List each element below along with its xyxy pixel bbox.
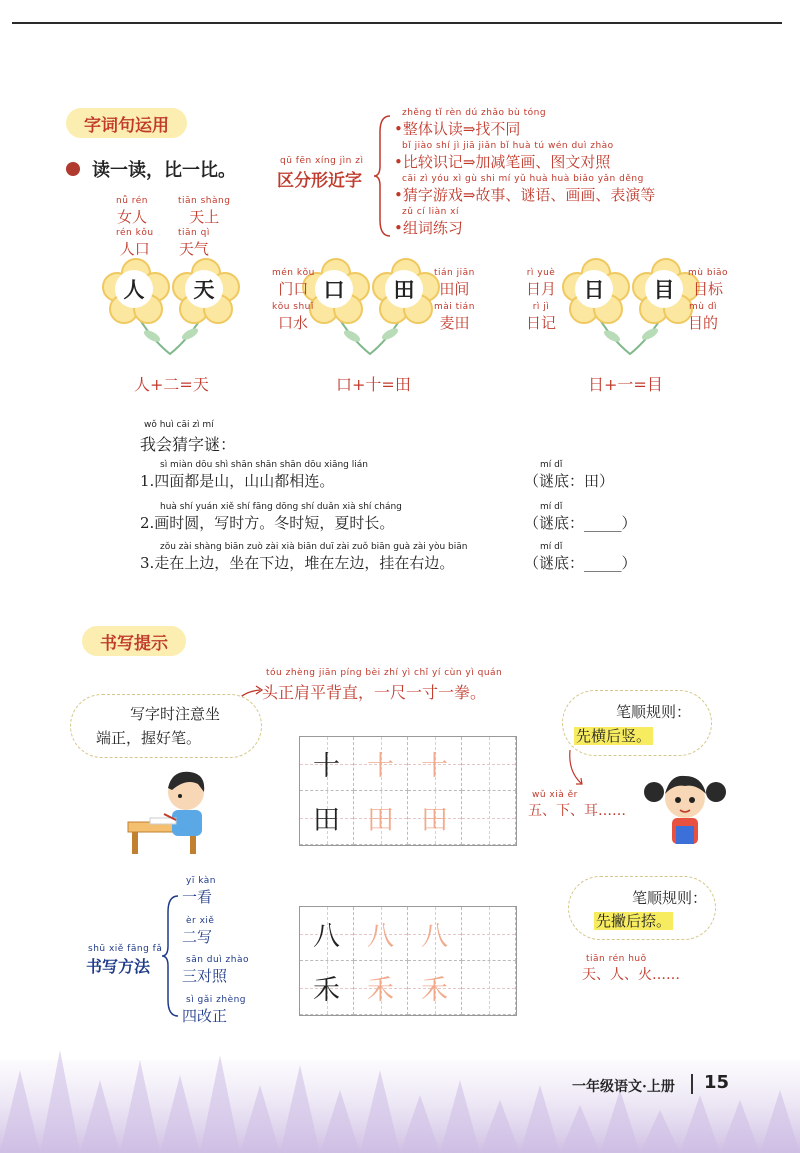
stroke-rule-label: 笔顺规则： xyxy=(616,703,692,721)
stroke-example-pinyin: tiān rén huǒ xyxy=(586,954,647,964)
stroke-rule: 先横后竖。 xyxy=(576,727,652,745)
word-pair: tiān qì 天气 xyxy=(178,228,210,258)
flower-char: 天 xyxy=(185,270,223,308)
formula: 人+二=天 xyxy=(134,375,209,394)
word-pair: kǒu shuǐ 口水 xyxy=(272,302,314,332)
flower-char: 人 xyxy=(115,270,153,308)
riddle-item: huà shí yuán xiě shí fāng dōng shí duǎn xià shí cháng 2.画时圆，写时方。冬时短，夏时长。 xyxy=(140,502,402,532)
formula: 日+一=目 xyxy=(588,375,663,394)
posture-bubble-line: 端正，握好笔。 xyxy=(96,729,202,747)
riddle-item: zǒu zài shàng biān zuò zài xià biān duī zài zuǒ biān guà zài yòu biān 3.走在上边，坐在下边，堆在左边，挂在右边。 xyxy=(140,542,468,572)
word-pair: mù biāo 目标 xyxy=(688,268,729,298)
writing-grid-ba-he xyxy=(299,906,517,1016)
grid-cell-trace[interactable]: 十 xyxy=(408,737,462,791)
writing-method-step: èr xiě 二写 xyxy=(182,916,215,946)
grid-cell-empty[interactable] xyxy=(462,907,516,961)
flower-group-ri-mu xyxy=(560,258,700,358)
posture-bubble-line: 写字时注意坐 xyxy=(130,705,221,723)
lavender-grass-decoration xyxy=(0,1030,800,1153)
flower-char: 日 xyxy=(575,270,613,308)
grid-cell: 十 xyxy=(300,737,354,791)
grid-cell-trace[interactable]: 田 xyxy=(354,791,408,845)
flower-char: 田 xyxy=(385,270,423,308)
method-list xyxy=(394,108,655,240)
grid-cell: 田 xyxy=(300,791,354,845)
flower-char: 目 xyxy=(645,270,683,308)
arrow-icon xyxy=(566,748,590,788)
stroke-rule-label: 笔顺规则： xyxy=(632,889,708,907)
word-pair: tián jiān 田间 xyxy=(434,268,475,298)
writing-method-step: sān duì zhào 三对照 xyxy=(182,955,249,985)
method-title: 区分形近字 xyxy=(277,171,362,191)
method-item: bǐ jiào shí jì jiā jiǎn bǐ huà tú wén duì zhào •比较识记⇒加减笔画、图文对照 xyxy=(394,141,614,171)
word-pair: mài tián 麦田 xyxy=(434,302,475,332)
word-pair: mù dì 目的 xyxy=(688,302,719,332)
formula: 口+十=田 xyxy=(336,375,411,394)
riddle-title: 我会猜字谜： xyxy=(140,435,237,454)
boy-writing-illustration xyxy=(120,764,220,856)
riddle-answer-blank[interactable]: mí dǐ （谜底：_____） xyxy=(524,502,637,532)
method-item: zhěng tǐ rèn dú zhǎo bù tóng •整体认读⇒找不同 xyxy=(394,108,547,138)
page-number: 15 xyxy=(704,1072,730,1093)
grid-cell-trace[interactable]: 八 xyxy=(408,907,462,961)
grid-cell-trace[interactable]: 八 xyxy=(354,907,408,961)
writing-method-step: yī kàn 一看 xyxy=(182,876,216,906)
grid-cell-trace[interactable]: 禾 xyxy=(354,961,408,1015)
flower-group-ren-tian xyxy=(100,258,240,358)
grid-cell-trace[interactable]: 田 xyxy=(408,791,462,845)
stroke-rule: 先撇后捺。 xyxy=(596,912,672,930)
word-pair: rì jì 日记 xyxy=(526,302,557,332)
girl-illustration xyxy=(640,770,730,852)
word-pair: mén kǒu 门口 xyxy=(272,268,315,298)
posture-pinyin: tóu zhèng jiān píng bèi zhí yì chǐ yí cùn yì quán xyxy=(266,668,503,678)
writing-method-step: sì gǎi zhèng 四改正 xyxy=(182,995,247,1025)
top-rule xyxy=(12,22,782,24)
grid-cell-trace[interactable]: 禾 xyxy=(408,961,462,1015)
word-pair: rì yuè 日月 xyxy=(526,268,557,298)
riddle-answer: mí dǐ （谜底：田） xyxy=(524,460,615,490)
grid-cell: 禾 xyxy=(300,961,354,1015)
flower-group-kou-tian xyxy=(300,258,440,358)
flower-char: 口 xyxy=(315,270,353,308)
method-item: zǔ cí liàn xí •组词练习 xyxy=(394,207,463,237)
writing-method-pinyin: shū xiě fāng fǎ xyxy=(88,944,163,954)
word-pair: tiān shàng 天上 xyxy=(178,196,231,226)
writing-method-title: 书写方法 xyxy=(86,957,151,976)
method-brace xyxy=(372,112,392,240)
word-pair: rén kǒu 人口 xyxy=(116,228,154,258)
grid-cell-empty[interactable] xyxy=(462,737,516,791)
grid-cell: 八 xyxy=(300,907,354,961)
stroke-examples: 五、下、耳…… xyxy=(528,803,626,819)
method-item: cāi zì yóu xì gù shi mí yǔ huà huà biǎo yǎn děng •猜字游戏⇒故事、谜语、画画、表演等 xyxy=(394,174,656,204)
footer-divider xyxy=(691,1074,693,1094)
stroke-example-pinyin: wǔ xià ěr xyxy=(532,790,578,800)
section-title-writing-tips: 书写提示 xyxy=(82,626,186,656)
riddle-item: sì miàn dōu shì shān shān shān dōu xiāng lián 1.四面都是山，山山都相连。 xyxy=(140,460,368,490)
grid-cell-trace[interactable]: 十 xyxy=(354,737,408,791)
read-instruction: 读一读，比一比。 xyxy=(92,160,236,181)
bullet-dot-icon xyxy=(66,162,80,176)
writing-grid-shi-tian xyxy=(299,736,517,846)
footer-book-title: 一年级语文·上册 xyxy=(572,1079,675,1095)
stroke-examples: 天、人、火…… xyxy=(582,967,680,983)
method-title-pinyin: qū fēn xíng jìn zì xyxy=(280,156,364,166)
stroke-rule-bubble xyxy=(562,690,712,756)
riddle-title-pinyin: wǒ huì cāi zì mí xyxy=(144,420,214,430)
word-pair: nǚ rén 女人 xyxy=(116,196,149,226)
grid-cell-empty[interactable] xyxy=(462,791,516,845)
riddle-answer-blank[interactable]: mí dǐ （谜底：_____） xyxy=(524,542,637,572)
writing-method-brace xyxy=(160,892,180,1020)
grid-cell-empty[interactable] xyxy=(462,961,516,1015)
posture-rule: 头正肩平背直，一尺一寸一拳。 xyxy=(262,683,487,702)
section-title-word-usage: 字词句运用 xyxy=(66,108,187,138)
